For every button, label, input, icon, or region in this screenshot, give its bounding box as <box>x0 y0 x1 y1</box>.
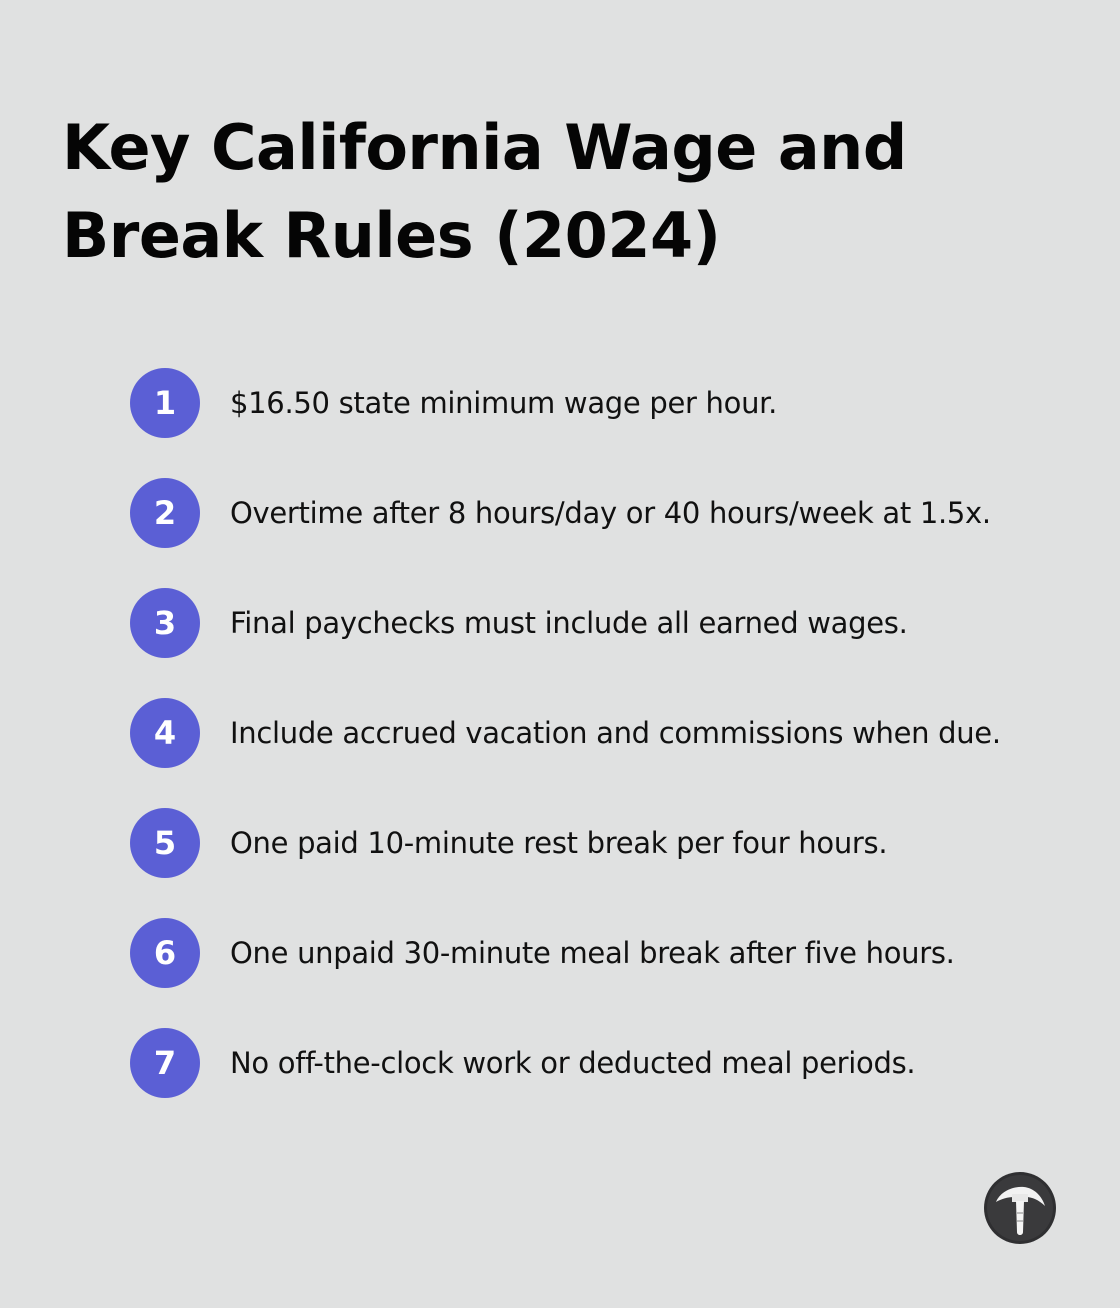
step-number-badge: 2 <box>130 478 200 548</box>
page-title: Key California Wage and Break Rules (2024) <box>62 111 907 272</box>
list-item <box>130 478 1090 548</box>
step-text: One paid 10-minute rest break per four hours. <box>230 826 888 860</box>
step-number-badge: 3 <box>130 588 200 658</box>
step-text: Include accrued vacation and commissions when due. <box>230 716 1001 750</box>
list-item <box>130 1028 1090 1098</box>
step-number-badge: 6 <box>130 918 200 988</box>
list-item <box>130 918 1090 988</box>
list-item <box>130 588 1090 658</box>
step-number-badge: 1 <box>130 368 200 438</box>
list-item <box>130 808 1090 878</box>
step-text: One unpaid 30-minute meal break after five hours. <box>230 936 955 970</box>
hammer-icon <box>984 1172 1056 1244</box>
rules-list <box>130 368 1090 1138</box>
step-number-badge: 4 <box>130 698 200 768</box>
step-text: Overtime after 8 hours/day or 40 hours/week at 1.5x. <box>230 496 991 530</box>
step-text: Final paychecks must include all earned wages. <box>230 606 908 640</box>
list-item <box>130 698 1090 768</box>
step-number-badge: 5 <box>130 808 200 878</box>
step-number-badge: 7 <box>130 1028 200 1098</box>
step-text: $16.50 state minimum wage per hour. <box>230 386 778 420</box>
list-item <box>130 368 1090 438</box>
step-text: No off-the-clock work or deducted meal periods. <box>230 1046 916 1080</box>
